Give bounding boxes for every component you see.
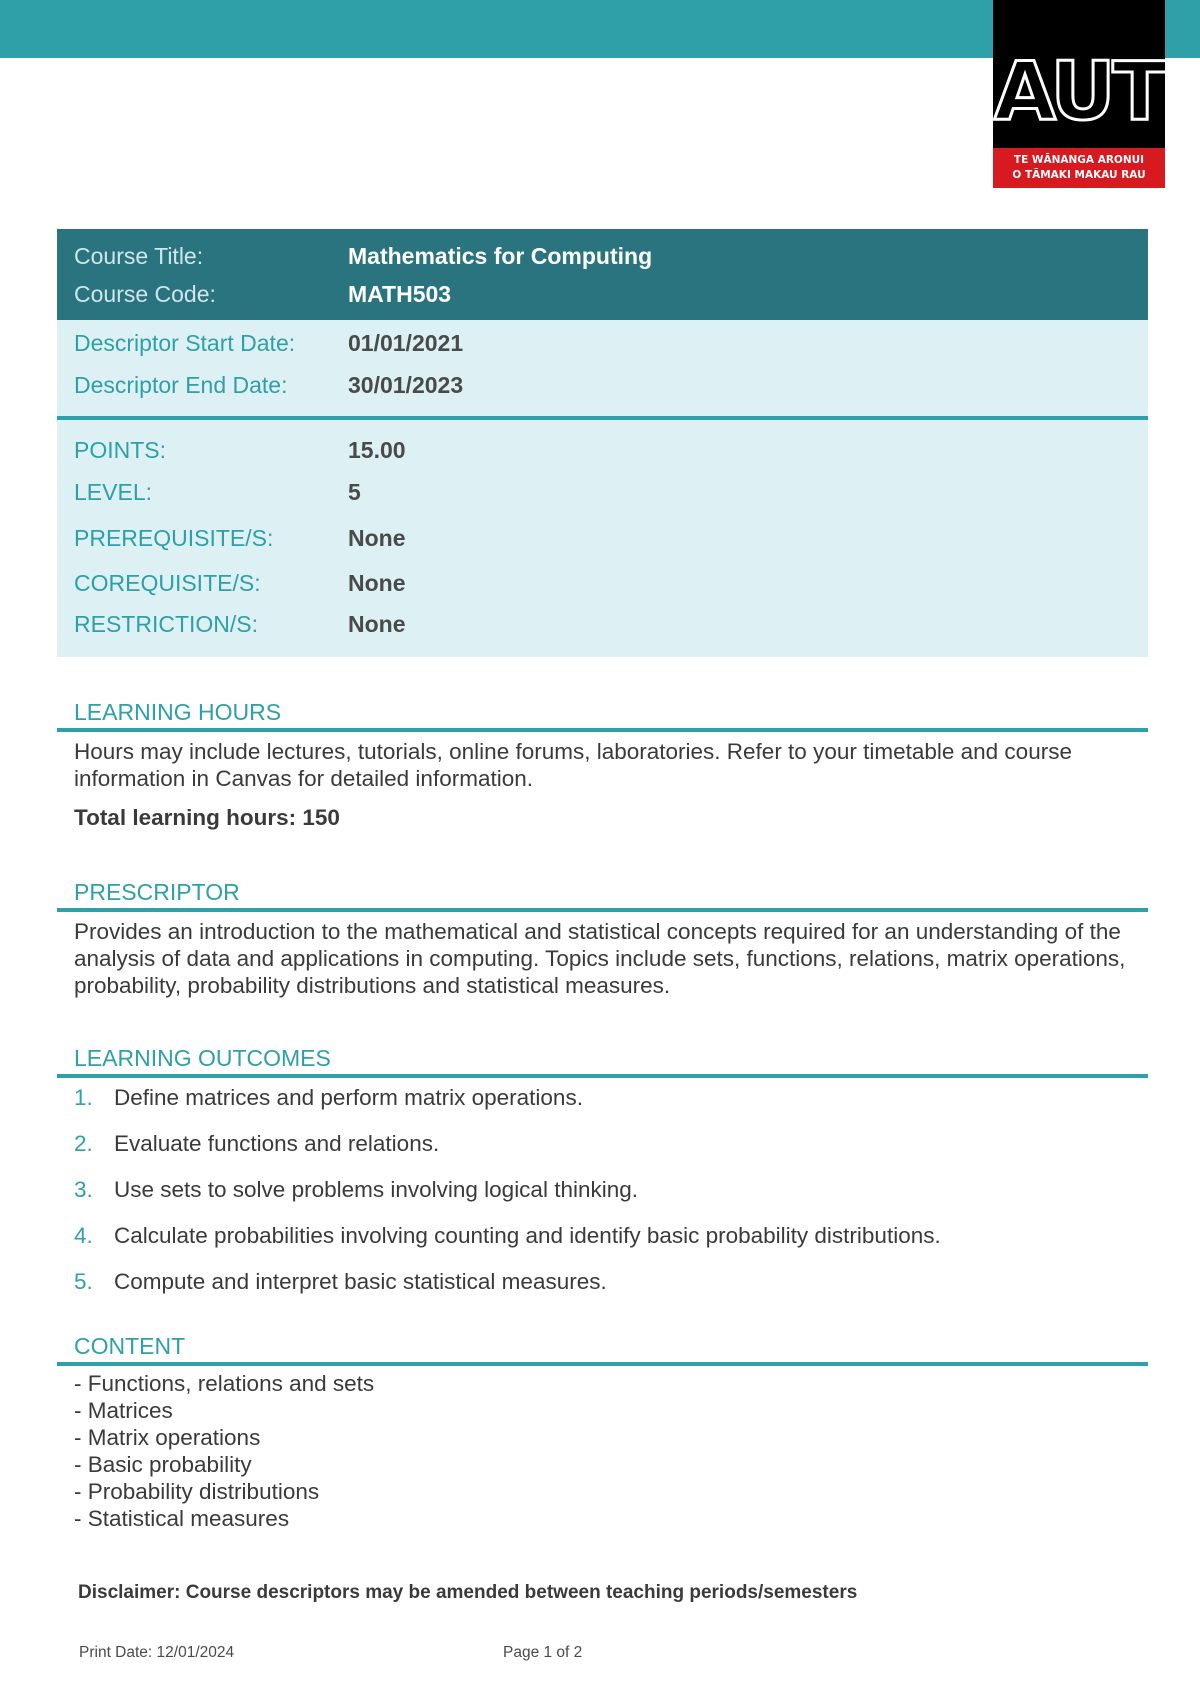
logo-subtitle-line1: TE WĀNANGA ARONUI bbox=[1013, 154, 1145, 166]
content-heading: CONTENT bbox=[57, 1331, 1148, 1366]
corequisite-label: COREQUISITE/S: bbox=[74, 570, 261, 596]
list-item: - Matrices bbox=[74, 1398, 173, 1423]
restriction-label: RESTRICTION/S: bbox=[74, 611, 259, 637]
level-label: LEVEL: bbox=[74, 479, 152, 505]
total-learning-hours: Total learning hours: 150 bbox=[74, 805, 340, 830]
outcome-text: Use sets to solve problems involving logical thinking. bbox=[114, 1177, 639, 1202]
content-section bbox=[57, 1331, 1148, 1532]
prescriptor-heading: PRESCRIPTOR bbox=[57, 877, 1148, 912]
outcome-text: Compute and interpret basic statistical measures. bbox=[114, 1269, 607, 1294]
outcome-number: 3. bbox=[74, 1177, 93, 1202]
list-item bbox=[74, 1124, 1148, 1170]
logo-subtitle bbox=[993, 148, 1165, 188]
course-code-value: MATH503 bbox=[348, 281, 452, 307]
list-item: - Probability distributions bbox=[74, 1479, 320, 1504]
list-item: - Matrix operations bbox=[74, 1425, 261, 1450]
learning-hours-heading: LEARNING HOURS bbox=[57, 697, 1148, 732]
print-date: Print Date: 12/01/2024 bbox=[79, 1644, 235, 1661]
learning-outcomes-section bbox=[57, 1043, 1148, 1308]
list-item: - Statistical measures bbox=[74, 1506, 290, 1531]
descriptor-end-label: Descriptor End Date: bbox=[74, 372, 288, 398]
page-number: Page 1 of 2 bbox=[503, 1644, 583, 1661]
list-item bbox=[74, 1170, 1148, 1216]
course-title-band bbox=[57, 229, 1148, 320]
outcome-text: Define matrices and perform matrix operations. bbox=[114, 1085, 583, 1110]
outcome-text: Calculate probabilities involving counting and identify basic probability distributions. bbox=[114, 1223, 941, 1248]
course-info-panel bbox=[57, 229, 1148, 657]
list-item bbox=[74, 1216, 1148, 1262]
learning-hours-body bbox=[57, 732, 1148, 831]
content-list bbox=[74, 1370, 1148, 1532]
restriction-value: None bbox=[348, 611, 406, 637]
points-label: POINTS: bbox=[74, 437, 167, 463]
descriptor-end-value: 30/01/2023 bbox=[348, 372, 464, 398]
disclaimer: Disclaimer: Course descriptors may be amended between teaching periods/semesters bbox=[78, 1582, 858, 1603]
points-value: 15.00 bbox=[348, 437, 406, 463]
outcome-number: 4. bbox=[74, 1223, 93, 1248]
learning-hours-section bbox=[57, 697, 1148, 831]
outcome-number: 5. bbox=[74, 1269, 93, 1294]
list-item: - Functions, relations and sets bbox=[74, 1371, 375, 1396]
course-title-label: Course Title: bbox=[74, 243, 204, 269]
course-details-band bbox=[57, 420, 1148, 657]
logo-wordmark: AUT bbox=[994, 45, 1164, 138]
prerequisite-label: PREREQUISITE/S: bbox=[74, 525, 274, 551]
prerequisite-value: None bbox=[348, 525, 406, 551]
list-item bbox=[74, 1078, 1148, 1124]
learning-outcomes-heading: LEARNING OUTCOMES bbox=[57, 1043, 1148, 1078]
outcome-number: 2. bbox=[74, 1131, 93, 1156]
descriptor-start-value: 01/01/2021 bbox=[348, 330, 464, 356]
logo-subtitle-line2: O TĀMAKI MAKAU RAU bbox=[1012, 169, 1146, 181]
learning-hours-text: Hours may include lectures, tutorials, online forums, laboratories. Refer to your timetable and course information in Canvas for detailed information. bbox=[74, 739, 1072, 791]
descriptor-dates-band bbox=[57, 320, 1148, 420]
list-item: - Basic probability bbox=[74, 1452, 252, 1477]
level-value: 5 bbox=[348, 479, 361, 505]
course-title-value: Mathematics for Computing bbox=[348, 243, 653, 269]
course-code-label: Course Code: bbox=[74, 281, 216, 307]
descriptor-start-label: Descriptor Start Date: bbox=[74, 330, 296, 356]
aut-logo bbox=[993, 0, 1165, 188]
corequisite-value: None bbox=[348, 570, 406, 596]
outcome-number: 1. bbox=[74, 1085, 93, 1110]
prescriptor-text: Provides an introduction to the mathematical and statistical concepts required for an understanding of the analysis of data and applications in computing. Topics include sets, functions, relations, matrix operations, probability, probability distributions and statistical measures. bbox=[74, 919, 1126, 998]
prescriptor-section bbox=[57, 877, 1148, 999]
outcome-text: Evaluate functions and relations. bbox=[114, 1131, 440, 1156]
content-body bbox=[57, 1366, 1148, 1532]
outcomes-list bbox=[74, 1078, 1148, 1308]
list-item bbox=[74, 1262, 1148, 1308]
learning-outcomes-body bbox=[57, 1078, 1148, 1308]
